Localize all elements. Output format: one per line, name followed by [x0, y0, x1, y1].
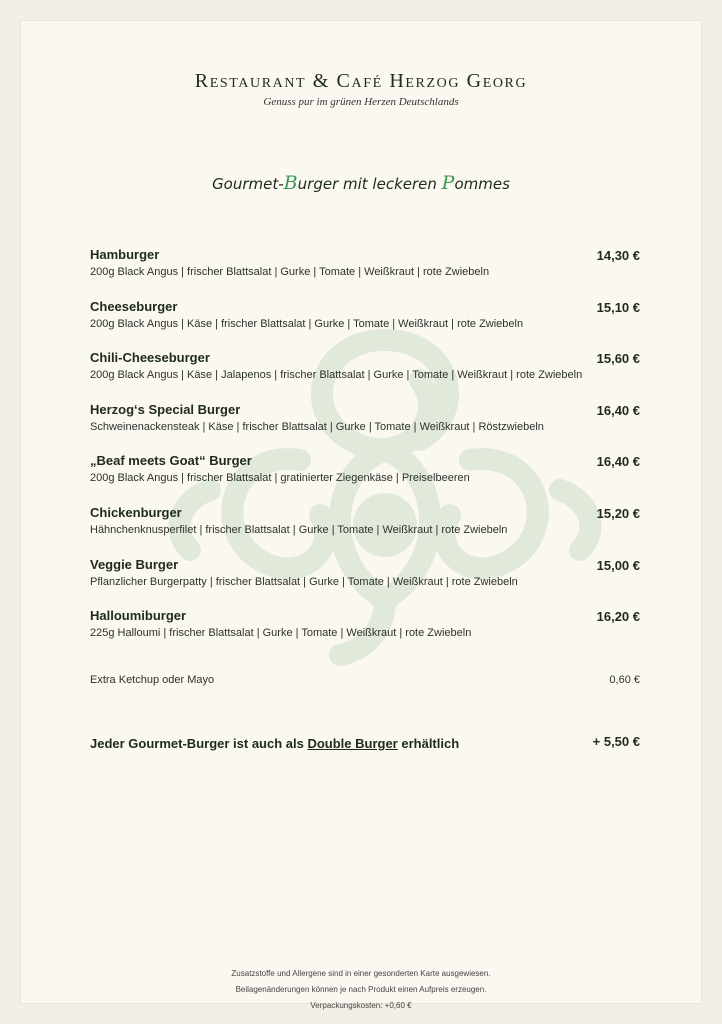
menu-item-name: Cheeseburger: [90, 298, 178, 314]
menu-item-description: 225g Halloumi | frischer Blattsalat | Gurke | Tomate | Weißkraut | rote Zwiebeln: [90, 627, 472, 640]
extra-price: 0,60 €: [609, 674, 640, 686]
menu-item-name: Chili-Cheeseburger: [90, 350, 210, 366]
double-burger-note: [90, 736, 640, 751]
menu-item-price: 15,00 €: [596, 557, 640, 573]
section-title-initial: P: [441, 172, 455, 194]
section-title-part: urger mit leckeren: [297, 175, 442, 193]
restaurant-title: Restaurant & Café Herzog Georg: [194, 70, 528, 92]
menu-item-price: 15,10 €: [596, 299, 640, 315]
menu-item-price: 16,20 €: [596, 609, 640, 625]
menu-item-name: Veggie Burger: [90, 556, 179, 572]
double-burger-price: + 5,50 €: [592, 734, 640, 749]
section-title-part: Gourmet-: [212, 175, 284, 193]
menu-item-name: Halloumiburger: [90, 608, 187, 624]
menu-item-price: 14,30 €: [596, 248, 640, 263]
menu-item-description: 200g Black Angus | frischer Blattsalat | Gurke | Tomate | Weißkraut | rote Zwiebeln: [90, 266, 490, 278]
menu-item-name: Chickenburger: [90, 504, 182, 520]
menu-page: [20, 20, 702, 1010]
footer-line: Beilagenänderungen können je nach Produkt einen Aufpreis erzeugen.: [235, 985, 487, 994]
menu-item: [90, 557, 640, 609]
menu-item-name: Hamburger: [90, 247, 160, 262]
double-burger-highlight: Double Burger: [307, 736, 398, 751]
menu-item: [90, 402, 640, 454]
restaurant-subtitle: Genuss pur im grünen Herzen Deutschlands: [263, 96, 459, 108]
extra-label: Extra Ketchup oder Mayo: [90, 674, 215, 686]
menu-item-price: 15,60 €: [596, 351, 640, 367]
footer-notes: [20, 966, 702, 1014]
menu-item-name: „Beaf meets Goat“ Burger: [90, 453, 252, 469]
menu-item-description: Pflanzlicher Burgerpatty | frischer Blattsalat | Gurke | Tomate | Weißkraut | rote Zwiebeln: [90, 575, 518, 588]
section-title-part: ommes: [454, 175, 510, 193]
menu-item-name: Herzog‘s Special Burger: [90, 401, 241, 417]
section-title-initial: B: [283, 172, 298, 194]
menu-item: [90, 350, 640, 402]
menu-item-price: 16,40 €: [596, 454, 640, 470]
double-text: erhältlich: [397, 736, 460, 751]
menu-item-description: 200g Black Angus | frischer Blattsalat | gratinierter Ziegenkäse | Preiselbeeren: [90, 472, 470, 485]
footer-line: Zusatzstoffe und Allergene sind in einer gesonderten Karte ausgewiesen.: [231, 969, 491, 978]
section-title: [20, 172, 702, 194]
menu-item-description: Schweinenackensteak | Käse | frischer Blattsalat | Gurke | Tomate | Weißkraut | Röstzwiebeln: [90, 420, 544, 433]
menu-item-description: 200g Black Angus | Käse | Jalapenos | frischer Blattsalat | Gurke | Tomate | Weißkraut | rote Zwiebeln: [90, 369, 583, 382]
menu-item-description: Hähnchenknusperfilet | frischer Blattsalat | Gurke | Tomate | Weißkraut | rote Zwiebeln: [90, 523, 508, 536]
double-text: Jeder Gourmet-Burger ist auch als: [90, 736, 308, 751]
menu-item: [90, 608, 640, 660]
extra-sauce-row: [90, 674, 640, 686]
menu-item-list: [90, 247, 640, 660]
menu-item: [90, 505, 640, 557]
footer-line: Verpackungskosten: +0,60 €: [310, 1001, 412, 1010]
menu-item: [90, 453, 640, 505]
menu-item-description: 200g Black Angus | Käse | frischer Blattsalat | Gurke | Tomate | Weißkraut | rote Zwiebeln: [90, 317, 524, 330]
menu-item: [90, 247, 640, 299]
menu-item-price: 15,20 €: [596, 505, 640, 521]
menu-item: [90, 299, 640, 351]
menu-item-price: 16,40 €: [596, 402, 640, 418]
